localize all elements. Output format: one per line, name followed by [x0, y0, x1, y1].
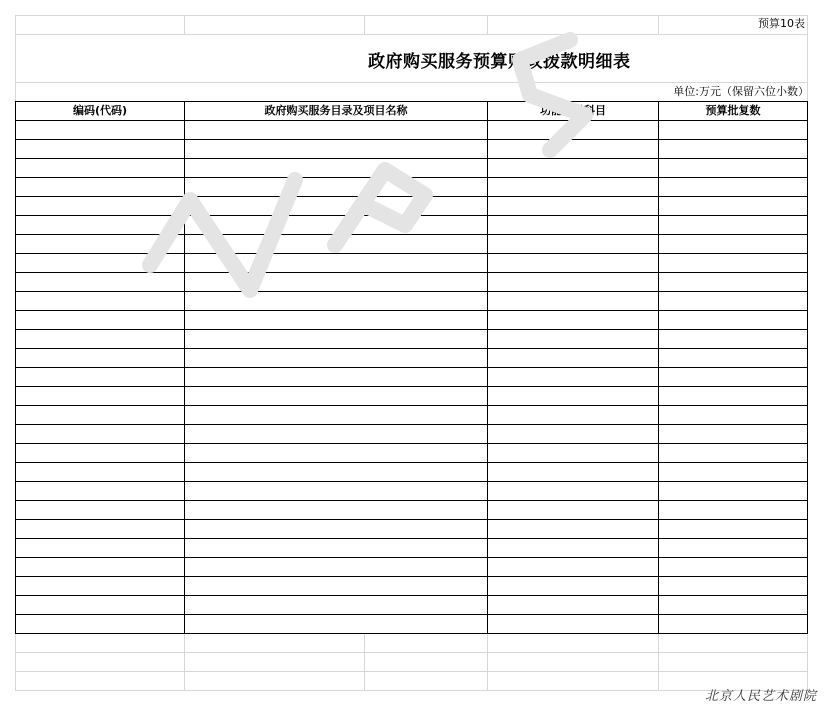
table-row	[16, 425, 808, 444]
table-cell[interactable]	[659, 596, 808, 615]
table-cell[interactable]	[488, 311, 659, 330]
column-header-approved-amount: 预算批复数	[659, 102, 808, 121]
table-cell[interactable]	[488, 539, 659, 558]
table-cell[interactable]	[16, 178, 185, 197]
table-cell[interactable]	[659, 425, 808, 444]
table-cell[interactable]	[185, 273, 488, 292]
table-cell[interactable]	[488, 254, 659, 273]
table-cell[interactable]	[659, 406, 808, 425]
footer-stamp: 北京人民艺术剧院	[704, 689, 817, 704]
table-cell[interactable]	[659, 349, 808, 368]
table-cell[interactable]	[659, 558, 808, 577]
table-row	[16, 444, 808, 463]
table-cell[interactable]	[488, 406, 659, 425]
table-cell[interactable]	[659, 615, 808, 634]
table-cell[interactable]	[488, 159, 659, 178]
table-row	[16, 311, 808, 330]
table-cell[interactable]	[488, 216, 659, 235]
grid-line	[15, 690, 808, 691]
grid-line	[15, 15, 16, 101]
table-cell[interactable]	[16, 463, 185, 482]
table-cell[interactable]	[185, 596, 488, 615]
table-cell[interactable]	[659, 178, 808, 197]
table-cell[interactable]	[16, 501, 185, 520]
table-row	[16, 330, 808, 349]
table-cell[interactable]	[659, 368, 808, 387]
table-cell[interactable]	[16, 349, 185, 368]
table-cell[interactable]	[185, 577, 488, 596]
table-cell[interactable]	[488, 444, 659, 463]
table-cell[interactable]	[185, 501, 488, 520]
table-cell[interactable]	[185, 539, 488, 558]
table-row	[16, 387, 808, 406]
table-cell[interactable]	[185, 121, 488, 140]
table-row	[16, 596, 808, 615]
table-cell[interactable]	[16, 425, 185, 444]
form-code: 预算10表	[758, 17, 805, 30]
table-cell[interactable]	[185, 425, 488, 444]
table-row	[16, 292, 808, 311]
table-row	[16, 539, 808, 558]
grid-line	[15, 15, 808, 16]
column-header-function-class: 功能分类科目	[488, 102, 659, 121]
table-cell[interactable]	[185, 197, 488, 216]
table-cell[interactable]	[659, 197, 808, 216]
table-cell[interactable]	[488, 178, 659, 197]
grid-line	[15, 671, 808, 672]
grid-line	[658, 15, 659, 34]
grid-line	[364, 15, 365, 34]
table-cell[interactable]	[659, 330, 808, 349]
table-cell[interactable]	[16, 159, 185, 178]
table-cell[interactable]	[659, 159, 808, 178]
table-cell[interactable]	[659, 216, 808, 235]
table-row	[16, 197, 808, 216]
table-cell[interactable]	[488, 140, 659, 159]
table-cell[interactable]	[185, 349, 488, 368]
table-cell[interactable]	[16, 197, 185, 216]
table-header-row	[16, 102, 808, 121]
table-cell[interactable]	[488, 482, 659, 501]
table-row	[16, 520, 808, 539]
table-cell[interactable]	[185, 482, 488, 501]
grid-line	[15, 652, 808, 653]
table-cell[interactable]	[488, 520, 659, 539]
table-cell[interactable]	[16, 482, 185, 501]
table-cell[interactable]	[16, 216, 185, 235]
table-cell[interactable]	[16, 273, 185, 292]
table-row	[16, 558, 808, 577]
table-cell[interactable]	[659, 520, 808, 539]
table-cell[interactable]	[16, 292, 185, 311]
grid-line	[487, 633, 488, 691]
table-row	[16, 121, 808, 140]
table-cell[interactable]	[659, 292, 808, 311]
table-cell[interactable]	[16, 558, 185, 577]
table-cell[interactable]	[185, 330, 488, 349]
table-row	[16, 216, 808, 235]
table-row	[16, 254, 808, 273]
table-cell[interactable]	[185, 140, 488, 159]
table-cell[interactable]	[659, 501, 808, 520]
table-row	[16, 615, 808, 634]
table-cell[interactable]	[488, 577, 659, 596]
table-cell[interactable]	[488, 387, 659, 406]
table-cell[interactable]	[488, 121, 659, 140]
unit-note: 单位:万元（保留六位小数）	[673, 85, 809, 98]
table-row	[16, 140, 808, 159]
table-cell[interactable]	[185, 368, 488, 387]
grid-line	[15, 633, 16, 691]
table-cell[interactable]	[488, 273, 659, 292]
table-cell[interactable]	[659, 273, 808, 292]
table-cell[interactable]	[16, 539, 185, 558]
column-header-code: 编码(代码)	[16, 102, 185, 121]
table-cell[interactable]	[659, 463, 808, 482]
table-cell[interactable]	[16, 520, 185, 539]
watermark-label: WPS	[130, 20, 133, 21]
table-row	[16, 482, 808, 501]
table-cell[interactable]	[185, 311, 488, 330]
table-cell[interactable]	[185, 235, 488, 254]
table-row	[16, 406, 808, 425]
table-row	[16, 273, 808, 292]
table-cell[interactable]	[659, 387, 808, 406]
table-row	[16, 368, 808, 387]
table-cell[interactable]	[185, 520, 488, 539]
table-cell[interactable]	[185, 292, 488, 311]
table-row	[16, 159, 808, 178]
table-row	[16, 178, 808, 197]
table-cell[interactable]	[185, 463, 488, 482]
table-cell[interactable]	[659, 577, 808, 596]
grid-line	[184, 15, 185, 34]
table-cell[interactable]	[488, 596, 659, 615]
table-cell[interactable]	[659, 311, 808, 330]
page-title: 政府购买服务预算财政拨款明细表	[368, 52, 631, 72]
table-cell[interactable]	[488, 501, 659, 520]
table-row	[16, 501, 808, 520]
table-cell[interactable]	[488, 292, 659, 311]
table-cell[interactable]	[488, 349, 659, 368]
table-cell[interactable]	[185, 159, 488, 178]
table-cell[interactable]	[16, 368, 185, 387]
grid-line	[364, 633, 365, 691]
table-cell[interactable]	[16, 235, 185, 254]
table-row	[16, 463, 808, 482]
grid-line	[658, 633, 659, 691]
table-cell[interactable]	[488, 368, 659, 387]
table-cell[interactable]	[488, 197, 659, 216]
table-cell[interactable]	[488, 330, 659, 349]
table-cell[interactable]	[659, 254, 808, 273]
table-cell[interactable]	[185, 615, 488, 634]
table-cell[interactable]	[185, 254, 488, 273]
table-cell[interactable]	[659, 482, 808, 501]
table-cell[interactable]	[16, 387, 185, 406]
table-cell[interactable]	[659, 121, 808, 140]
appropriation-table	[15, 101, 808, 634]
table-cell[interactable]	[185, 178, 488, 197]
table-cell[interactable]	[16, 596, 185, 615]
table-cell[interactable]	[488, 235, 659, 254]
table-cell[interactable]	[16, 444, 185, 463]
grid-line	[184, 633, 185, 691]
table-cell[interactable]	[185, 387, 488, 406]
table-cell[interactable]	[659, 444, 808, 463]
table-cell[interactable]	[185, 216, 488, 235]
table-cell[interactable]	[16, 254, 185, 273]
table-cell[interactable]	[16, 615, 185, 634]
table-cell[interactable]	[16, 406, 185, 425]
table-cell[interactable]	[659, 140, 808, 159]
table-cell[interactable]	[185, 406, 488, 425]
table-cell[interactable]	[16, 330, 185, 349]
table-cell[interactable]	[659, 539, 808, 558]
grid-line	[15, 34, 808, 35]
table-cell[interactable]	[16, 140, 185, 159]
table-body	[16, 121, 808, 634]
table-cell[interactable]	[488, 425, 659, 444]
table-row	[16, 235, 808, 254]
grid-line	[487, 15, 488, 34]
table-cell[interactable]	[488, 463, 659, 482]
table-row	[16, 577, 808, 596]
table-cell[interactable]	[185, 444, 488, 463]
table-cell[interactable]	[185, 558, 488, 577]
table-cell[interactable]	[488, 615, 659, 634]
grid-line	[807, 633, 808, 691]
column-header-item-name: 政府购买服务目录及项目名称	[185, 102, 488, 121]
grid-line	[15, 82, 808, 83]
table-row	[16, 349, 808, 368]
table-cell[interactable]	[16, 311, 185, 330]
table-cell[interactable]	[16, 121, 185, 140]
table-cell[interactable]	[659, 235, 808, 254]
table-cell[interactable]	[16, 577, 185, 596]
table-cell[interactable]	[488, 558, 659, 577]
